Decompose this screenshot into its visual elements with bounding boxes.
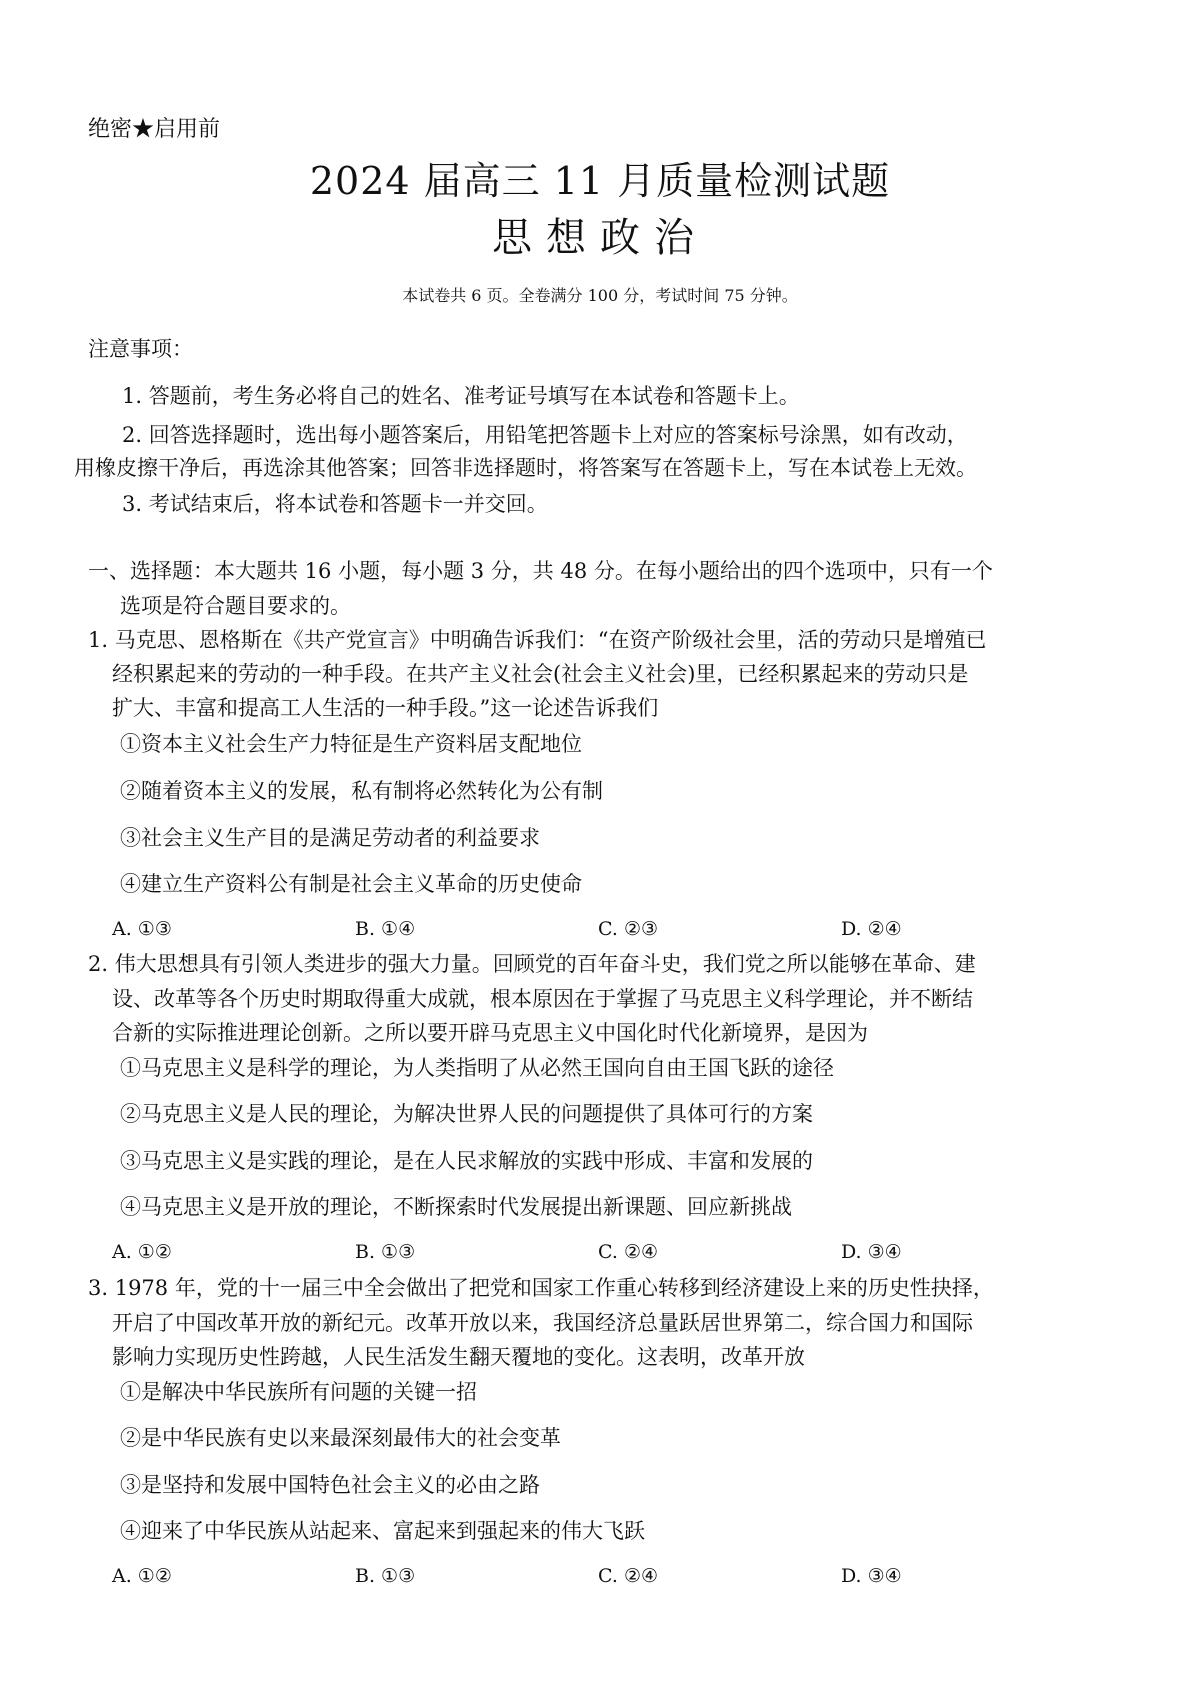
question-1-option-2: ②随着资本主义的发展，私有制将必然转化为公有制 (120, 779, 603, 803)
question-3-answer-c: C. ②④ (598, 1565, 659, 1587)
question-3-stem-line-3: 影响力实现历史性跨越，人民生活发生翻天覆地的变化。这表明，改革开放 (112, 1345, 805, 1369)
secret-label: 绝密★启用前 (88, 117, 221, 142)
question-2-option-2: ②马克思主义是人民的理论，为解决世界人民的问题提供了具体可行的方案 (120, 1102, 813, 1126)
notice-item-2-line-2: 用橡皮擦干净后，再选涂其他答案；回答非选择题时，将答案写在答题卡上，写在本试卷上无效。 (74, 456, 977, 480)
question-1-answer-d: D. ②④ (841, 918, 902, 940)
question-1-stem-line-1: 1. 马克思、恩格斯在《共产党宣言》中明确告诉我们：“在资产阶级社会里，活的劳动只是增殖已 (88, 628, 987, 652)
notice-item-2-line-1: 2. 回答选择题时，选出每小题答案后，用铅笔把答题卡上对应的答案标号涂黑，如有改动， (122, 423, 968, 447)
question-2-stem-line-1: 2. 伟大思想具有引领人类进步的强大力量。回顾党的百年奋斗史，我们党之所以能够在革命、建 (88, 952, 976, 976)
question-2-answer-b: B. ①③ (355, 1241, 416, 1263)
question-3-answer-a: A. ①② (112, 1565, 172, 1587)
question-3-answer-b: B. ①③ (355, 1565, 416, 1587)
question-1-option-3: ③社会主义生产目的是满足劳动者的利益要求 (120, 826, 540, 850)
notice-title: 注意事项： (88, 337, 193, 361)
question-2-option-4: ④马克思主义是开放的理论，不断探索时代发展提出新课题、回应新挑战 (120, 1195, 792, 1219)
question-3-option-1: ①是解决中华民族所有问题的关键一招 (120, 1380, 477, 1404)
question-2-option-3: ③马克思主义是实践的理论，是在人民求解放的实践中形成、丰富和发展的 (120, 1149, 813, 1173)
question-3-answer-d: D. ③④ (841, 1565, 902, 1587)
section-heading-line-2: 选项是符合题目要求的。 (120, 594, 351, 618)
question-1-option-1: ①资本主义社会生产力特征是生产资料居支配地位 (120, 732, 582, 756)
notice-item-1: 1. 答题前，考生务必将自己的姓名、准考证号填写在本试卷和答题卡上。 (122, 384, 800, 408)
section-heading-line-1: 一、选择题：本大题共 16 小题，每小题 3 分，共 48 分。在每小题给出的四个选项中，只有一个 (88, 559, 993, 583)
question-1-answer-c: C. ②③ (598, 918, 659, 940)
question-3-stem-line-1: 3. 1978 年，党的十一届三中全会做出了把党和国家工作重心转移到经济建设上来的历史性抉择， (88, 1276, 994, 1300)
question-2-stem-line-2: 设、改革等各个历史时期取得重大成就，根本原因在于掌握了马克思主义科学理论，并不断结 (112, 987, 973, 1011)
question-1-stem-line-2: 经积累起来的劳动的一种手段。在共产主义社会(社会主义社会)里，已经积累起来的劳动只是 (112, 662, 969, 686)
question-3-option-4: ④迎来了中华民族从站起来、富起来到强起来的伟大飞跃 (120, 1519, 645, 1543)
question-1-option-4: ④建立生产资料公有制是社会主义革命的历史使命 (120, 872, 582, 896)
question-2-answer-d: D. ③④ (841, 1241, 902, 1263)
question-3-stem-line-2: 开启了中国改革开放的新纪元。改革开放以来，我国经济总量跃居世界第二，综合国力和国际 (112, 1311, 973, 1335)
notice-item-3: 3. 考试结束后，将本试卷和答题卡一并交回。 (122, 492, 548, 516)
question-2-answer-a: A. ①② (112, 1241, 172, 1263)
question-2-option-1: ①马克思主义是科学的理论，为人类指明了从必然王国向自由王国飞跃的途径 (120, 1056, 834, 1080)
question-1-answer-b: B. ①④ (355, 918, 416, 940)
exam-title: 2024 届高三 11 月质量检测试题 (309, 159, 891, 203)
subject-title: 思想政治 (492, 215, 708, 261)
exam-meta: 本试卷共 6 页。全卷满分 100 分，考试时间 75 分钟。 (402, 286, 798, 305)
question-2-answer-c: C. ②④ (598, 1241, 659, 1263)
question-1-stem-line-3: 扩大、丰富和提高工人生活的一种手段。”这一论述告诉我们 (112, 696, 659, 720)
question-1-answer-a: A. ①③ (112, 918, 172, 940)
question-3-option-2: ②是中华民族有史以来最深刻最伟大的社会变革 (120, 1426, 561, 1450)
question-2-stem-line-3: 合新的实际推进理论创新。之所以要开辟马克思主义中国化时代化新境界，是因为 (112, 1021, 868, 1045)
question-3-option-3: ③是坚持和发展中国特色社会主义的必由之路 (120, 1473, 540, 1497)
